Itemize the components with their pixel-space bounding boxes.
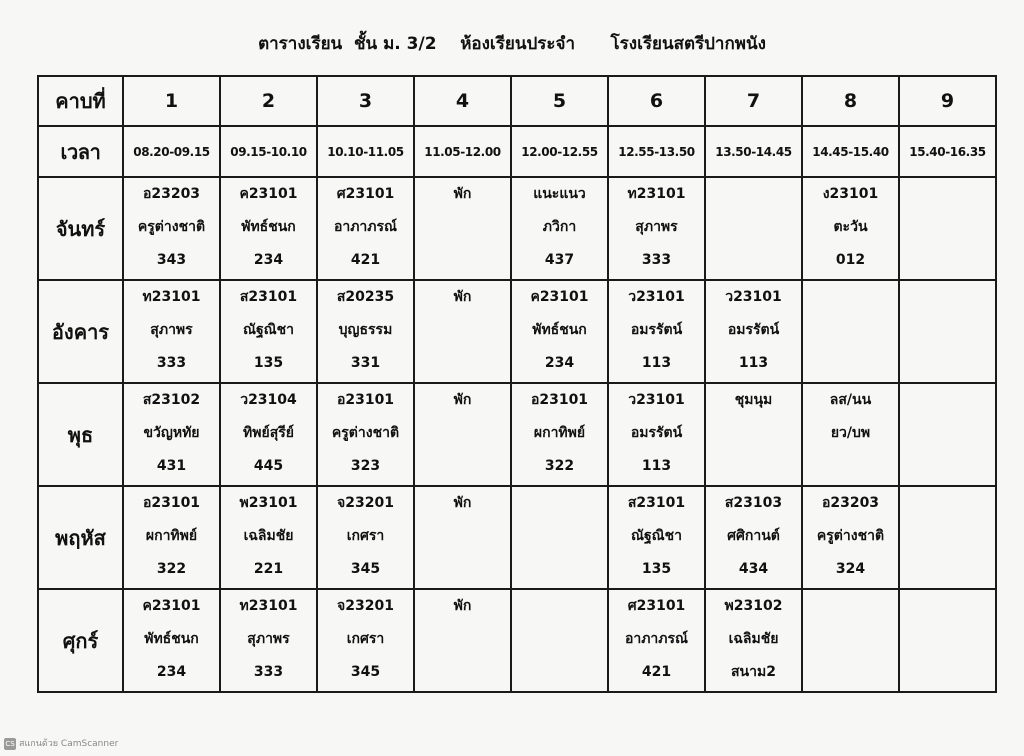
teacher-name: สุภาพร (635, 219, 678, 235)
schedule-cell (608, 177, 705, 280)
teacher-name: พัทธ์ชนก (241, 219, 296, 235)
subject-code: ลส/นน (829, 392, 872, 408)
schedule-cell (705, 383, 802, 486)
period-number: 5 (511, 76, 608, 126)
subject-code: ว23101 (628, 392, 685, 408)
teacher-name: พัทธ์ชนก (532, 322, 587, 338)
schedule-cell (414, 486, 511, 589)
schedule-cell (511, 280, 608, 383)
schedule-cell (317, 280, 414, 383)
day-row (38, 589, 996, 692)
period-time: 08.20-09.15 (123, 126, 220, 177)
subject-code: ส23102 (142, 392, 201, 408)
room-number: 324 (835, 561, 866, 577)
schedule-cell (802, 177, 899, 280)
subject-code: ส23103 (724, 495, 783, 511)
schedule-cell (608, 589, 705, 692)
day-label: อังคาร (38, 280, 123, 383)
teacher-name: สุภาพร (150, 322, 193, 338)
schedule-cell (705, 486, 802, 589)
day-label: พฤหัส (38, 486, 123, 589)
subject-code: ค23101 (239, 186, 298, 202)
schedule-cell (123, 280, 220, 383)
teacher-name: เกศรา (346, 528, 385, 544)
subject-code: ศ23101 (627, 598, 686, 614)
teacher-name: ณัฐณิชา (630, 528, 683, 544)
schedule-cell (123, 177, 220, 280)
room-number: 445 (253, 458, 284, 474)
room-number: สนาม2 (731, 664, 776, 680)
day-row (38, 486, 996, 589)
scanner-watermark (4, 736, 118, 750)
teacher-name: ภวิกา (542, 219, 577, 235)
subject-code: อ23101 (142, 495, 201, 511)
schedule-cell (220, 383, 317, 486)
schedule-cell (220, 177, 317, 280)
schedule-cell (220, 589, 317, 692)
period-time: 14.45-15.40 (802, 126, 899, 177)
room-number: 437 (544, 252, 575, 268)
room-number: 345 (350, 664, 381, 680)
subject-code: ส23101 (239, 289, 298, 305)
period-number: 4 (414, 76, 511, 126)
period-time: 12.55-13.50 (608, 126, 705, 177)
period-number: 7 (705, 76, 802, 126)
room-number: 331 (350, 355, 381, 371)
schedule-cell (317, 486, 414, 589)
period-number: 2 (220, 76, 317, 126)
teacher-name: ยว/บพ (830, 425, 871, 441)
timetable (37, 75, 997, 693)
subject-code: พัก (453, 289, 472, 305)
schedule-cell (899, 589, 996, 692)
day-row (38, 177, 996, 280)
period-time: 11.05-12.00 (414, 126, 511, 177)
period-time: 10.10-11.05 (317, 126, 414, 177)
subject-code: พ23101 (239, 495, 298, 511)
schedule-cell (802, 280, 899, 383)
period-header-row (38, 76, 996, 126)
schedule-cell (414, 589, 511, 692)
teacher-name: ขวัญหทัย (143, 425, 200, 441)
schedule-cell (802, 589, 899, 692)
teacher-name: ครูต่างชาติ (137, 219, 206, 235)
subject-code: พัก (453, 598, 472, 614)
room-number: 221 (253, 561, 284, 577)
schedule-cell (705, 177, 802, 280)
subject-code: ส20235 (336, 289, 395, 305)
subject-code: อ23101 (530, 392, 589, 408)
schedule-cell (705, 280, 802, 383)
subject-code: พัก (453, 495, 472, 511)
subject-code: ว23101 (725, 289, 782, 305)
teacher-name: เฉลิมชัย (728, 631, 779, 647)
subject-code: ท23101 (239, 598, 298, 614)
teacher-name: ครูต่างชาติ (331, 425, 400, 441)
room-number: 012 (835, 252, 866, 268)
period-time: 12.00-12.55 (511, 126, 608, 177)
teacher-name: เฉลิมชัย (243, 528, 294, 544)
room-number: 234 (544, 355, 575, 371)
room-number: 333 (641, 252, 672, 268)
schedule-cell (511, 589, 608, 692)
watermark-text: สแกนด้วย CamScanner (19, 739, 119, 749)
schedule-cell (414, 383, 511, 486)
teacher-name: ตะวัน (833, 219, 868, 235)
teacher-name: ณัฐณิชา (242, 322, 295, 338)
time-row (38, 126, 996, 177)
room-number: 135 (253, 355, 284, 371)
period-number: 6 (608, 76, 705, 126)
subject-code: อ23203 (821, 495, 880, 511)
schedule-cell (123, 486, 220, 589)
subject-code: ง23101 (822, 186, 879, 202)
schedule-cell (511, 177, 608, 280)
schedule-cell (123, 383, 220, 486)
room-number: 234 (253, 252, 284, 268)
subject-code: อ23203 (142, 186, 201, 202)
room-number: 322 (156, 561, 187, 577)
room-number: 113 (641, 355, 672, 371)
schedule-cell (317, 177, 414, 280)
room-number: 323 (350, 458, 381, 474)
teacher-name: เกศรา (346, 631, 385, 647)
subject-code: ว23104 (240, 392, 297, 408)
schedule-cell (608, 383, 705, 486)
schedule-cell (802, 383, 899, 486)
schedule-cell (899, 280, 996, 383)
room-number: 434 (738, 561, 769, 577)
teacher-name: ผกาทิพย์ (533, 425, 586, 441)
camscanner-logo-icon: CS (5, 739, 15, 748)
room-number: 333 (156, 355, 187, 371)
teacher-name: บุญธรรม (338, 322, 393, 338)
subject-code: พัก (453, 392, 472, 408)
subject-code: ค23101 (142, 598, 201, 614)
teacher-name: อาภาภรณ์ (624, 631, 689, 647)
room-number: 345 (350, 561, 381, 577)
teacher-name: ผกาทิพย์ (145, 528, 198, 544)
schedule-cell (705, 589, 802, 692)
subject-code: ว23101 (628, 289, 685, 305)
subject-code: ศ23101 (336, 186, 395, 202)
schedule-cell (414, 280, 511, 383)
subject-code: พ23102 (724, 598, 783, 614)
schedule-cell (608, 486, 705, 589)
teacher-name: อาภาภรณ์ (333, 219, 398, 235)
teacher-name: อมรรัตน์ (630, 425, 683, 441)
day-label: พุธ (38, 383, 123, 486)
room-number: 113 (641, 458, 672, 474)
day-row (38, 383, 996, 486)
schedule-cell (317, 383, 414, 486)
period-header-label: คาบที่ (38, 76, 123, 126)
period-number: 9 (899, 76, 996, 126)
day-row (38, 280, 996, 383)
schedule-cell (220, 486, 317, 589)
teacher-name: ศศิกานต์ (727, 528, 780, 544)
subject-code: พัก (453, 186, 472, 202)
schedule-cell (317, 589, 414, 692)
schedule-cell (511, 383, 608, 486)
page-title: ตารางเรียน ชั้น ม. 3/2 ห้องเรียนประจำ โรงเรียนสตรีปากพนัง (258, 34, 766, 54)
subject-code: ท23101 (627, 186, 686, 202)
subject-code: อ23101 (336, 392, 395, 408)
room-number: 135 (641, 561, 672, 577)
subject-code: ชุมนุม (734, 392, 773, 408)
room-number: 343 (156, 252, 187, 268)
room-number: 322 (544, 458, 575, 474)
period-number: 8 (802, 76, 899, 126)
schedule-cell (123, 589, 220, 692)
schedule-cell (220, 280, 317, 383)
period-number: 3 (317, 76, 414, 126)
teacher-name: สุภาพร (247, 631, 290, 647)
room-number: 421 (350, 252, 381, 268)
schedule-cell (414, 177, 511, 280)
schedule-cell (899, 383, 996, 486)
room-number: 333 (253, 664, 284, 680)
subject-code: ท23101 (142, 289, 201, 305)
subject-code: จ23201 (337, 598, 394, 614)
schedule-cell (802, 486, 899, 589)
day-label: จันทร์ (38, 177, 123, 280)
day-label: ศุกร์ (38, 589, 123, 692)
room-number: 113 (738, 355, 769, 371)
room-number: 234 (156, 664, 187, 680)
period-time: 09.15-10.10 (220, 126, 317, 177)
period-number: 1 (123, 76, 220, 126)
period-time: 13.50-14.45 (705, 126, 802, 177)
teacher-name: ทิพย์สุรีย์ (243, 425, 294, 441)
schedule-cell (608, 280, 705, 383)
subject-code: ส23101 (627, 495, 686, 511)
period-time: 15.40-16.35 (899, 126, 996, 177)
subject-code: จ23201 (337, 495, 394, 511)
schedule-cell (899, 486, 996, 589)
teacher-name: ครูต่างชาติ (816, 528, 885, 544)
teacher-name: อมรรัตน์ (727, 322, 780, 338)
room-number: 421 (641, 664, 672, 680)
subject-code: แนะแนว (533, 186, 586, 202)
teacher-name: พัทธ์ชนก (144, 631, 199, 647)
room-number: 431 (156, 458, 187, 474)
teacher-name: อมรรัตน์ (630, 322, 683, 338)
schedule-cell (899, 177, 996, 280)
time-row-label: เวลา (38, 126, 123, 177)
schedule-cell (511, 486, 608, 589)
subject-code: ค23101 (530, 289, 589, 305)
